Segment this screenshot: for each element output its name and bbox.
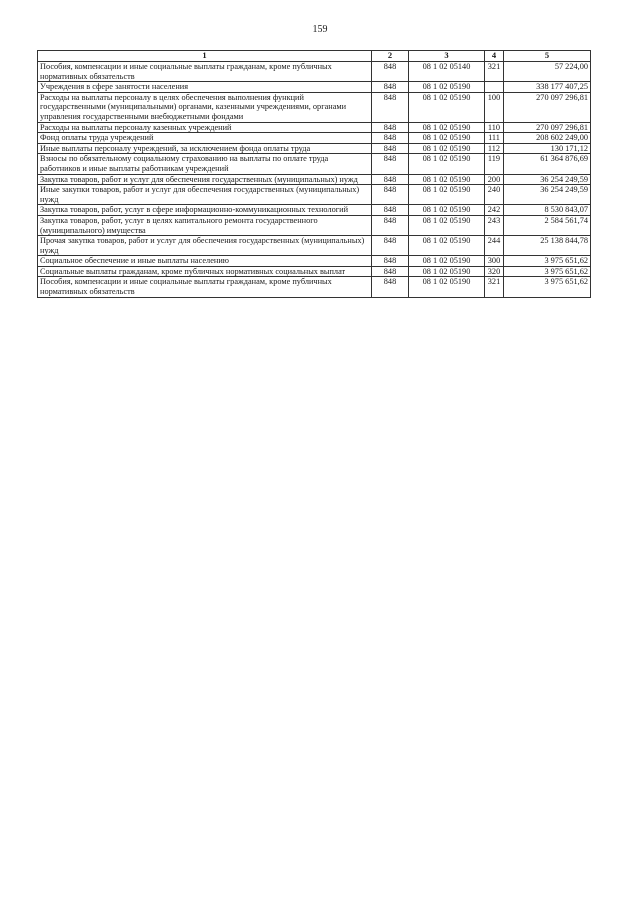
cell-expense-type: 111	[485, 133, 504, 144]
cell-expense-type: 320	[485, 266, 504, 277]
cell-amount: 3 975 651,62	[504, 277, 591, 297]
cell-expense-type: 100	[485, 92, 504, 122]
cell-name: Взносы по обязательному социальному страхованию на выплаты по оплате труда работников и иные выплаты работникам учреждений	[38, 154, 372, 174]
header-col-3: 3	[409, 51, 485, 62]
cell-name: Пособия, компенсации и иные социальные выплаты гражданам, кроме публичных нормативных обязательств	[38, 62, 372, 82]
cell-name: Учреждения в сфере занятости населения	[38, 82, 372, 93]
cell-expense-type	[485, 82, 504, 93]
table-body	[38, 62, 591, 298]
budget-table	[37, 50, 591, 298]
header-col-1: 1	[38, 51, 372, 62]
cell-admin-code: 848	[372, 215, 409, 235]
cell-target-code: 08 1 02 05190	[409, 277, 485, 297]
cell-name: Закупка товаров, работ, услуг в сфере информационно-коммуникационных технологий	[38, 205, 372, 216]
cell-expense-type: 321	[485, 62, 504, 82]
table-row	[38, 256, 591, 267]
cell-amount: 130 171,12	[504, 143, 591, 154]
cell-target-code: 08 1 02 05190	[409, 122, 485, 133]
cell-name: Расходы на выплаты персоналу в целях обеспечения выполнения функций государственными (муниципальными) органами, казенными учреждениями, органами управления государственными внебюджетными фондами	[38, 92, 372, 122]
cell-target-code: 08 1 02 05190	[409, 215, 485, 235]
cell-expense-type: 244	[485, 236, 504, 256]
cell-amount: 3 975 651,62	[504, 266, 591, 277]
cell-target-code: 08 1 02 05190	[409, 185, 485, 205]
cell-name: Закупка товаров, работ и услуг для обеспечения государственных (муниципальных) нужд	[38, 174, 372, 185]
table-row	[38, 215, 591, 235]
cell-expense-type: 110	[485, 122, 504, 133]
cell-name: Социальное обеспечение и иные выплаты населению	[38, 256, 372, 267]
cell-name: Иные выплаты персоналу учреждений, за исключением фонда оплаты труда	[38, 143, 372, 154]
cell-admin-code: 848	[372, 174, 409, 185]
cell-amount: 338 177 407,25	[504, 82, 591, 93]
table-row	[38, 92, 591, 122]
table-row	[38, 62, 591, 82]
cell-target-code: 08 1 02 05190	[409, 82, 485, 93]
cell-expense-type: 242	[485, 205, 504, 216]
cell-expense-type: 243	[485, 215, 504, 235]
cell-amount: 36 254 249,59	[504, 174, 591, 185]
table-row	[38, 266, 591, 277]
cell-amount: 270 097 296,81	[504, 92, 591, 122]
header-col-4: 4	[485, 51, 504, 62]
cell-name: Социальные выплаты гражданам, кроме публичных нормативных социальных выплат	[38, 266, 372, 277]
cell-admin-code: 848	[372, 266, 409, 277]
cell-admin-code: 848	[372, 62, 409, 82]
cell-admin-code: 848	[372, 185, 409, 205]
table-row	[38, 236, 591, 256]
table-row	[38, 122, 591, 133]
cell-admin-code: 848	[372, 143, 409, 154]
cell-admin-code: 848	[372, 82, 409, 93]
header-row	[38, 51, 591, 62]
table-row	[38, 174, 591, 185]
cell-expense-type: 321	[485, 277, 504, 297]
cell-target-code: 08 1 02 05190	[409, 236, 485, 256]
cell-admin-code: 848	[372, 256, 409, 267]
table-row	[38, 277, 591, 297]
table-row	[38, 154, 591, 174]
cell-name: Пособия, компенсации и иные социальные выплаты гражданам, кроме публичных нормативных обязательств	[38, 277, 372, 297]
cell-admin-code: 848	[372, 277, 409, 297]
page-number: 159	[312, 24, 328, 35]
cell-name: Расходы на выплаты персоналу казенных учреждений	[38, 122, 372, 133]
cell-admin-code: 848	[372, 154, 409, 174]
cell-amount: 3 975 651,62	[504, 256, 591, 267]
cell-amount: 61 364 876,69	[504, 154, 591, 174]
cell-target-code: 08 1 02 05140	[409, 62, 485, 82]
table-row	[38, 205, 591, 216]
cell-amount: 208 602 249,00	[504, 133, 591, 144]
cell-amount: 25 138 844,78	[504, 236, 591, 256]
cell-admin-code: 848	[372, 122, 409, 133]
cell-name: Прочая закупка товаров, работ и услуг для обеспечения государственных (муниципальных) нужд	[38, 236, 372, 256]
cell-amount: 2 584 561,74	[504, 215, 591, 235]
cell-expense-type: 240	[485, 185, 504, 205]
cell-amount: 57 224,00	[504, 62, 591, 82]
cell-admin-code: 848	[372, 133, 409, 144]
header-col-5: 5	[504, 51, 591, 62]
header-col-2: 2	[372, 51, 409, 62]
cell-expense-type: 300	[485, 256, 504, 267]
cell-target-code: 08 1 02 05190	[409, 143, 485, 154]
cell-name: Иные закупки товаров, работ и услуг для обеспечения государственных (муниципальных) нужд	[38, 185, 372, 205]
table-row	[38, 185, 591, 205]
cell-name: Фонд оплаты труда учреждений	[38, 133, 372, 144]
cell-amount: 36 254 249,59	[504, 185, 591, 205]
table-row	[38, 133, 591, 144]
cell-admin-code: 848	[372, 92, 409, 122]
cell-target-code: 08 1 02 05190	[409, 92, 485, 122]
cell-expense-type: 200	[485, 174, 504, 185]
cell-target-code: 08 1 02 05190	[409, 133, 485, 144]
cell-name: Закупка товаров, работ, услуг в целях капитального ремонта государственного (муниципального) имущества	[38, 215, 372, 235]
table-header	[38, 51, 591, 62]
cell-amount: 270 097 296,81	[504, 122, 591, 133]
cell-amount: 8 530 843,07	[504, 205, 591, 216]
table-row	[38, 82, 591, 93]
cell-target-code: 08 1 02 05190	[409, 174, 485, 185]
cell-target-code: 08 1 02 05190	[409, 256, 485, 267]
cell-expense-type: 119	[485, 154, 504, 174]
cell-admin-code: 848	[372, 236, 409, 256]
cell-admin-code: 848	[372, 205, 409, 216]
cell-target-code: 08 1 02 05190	[409, 205, 485, 216]
table-row	[38, 143, 591, 154]
cell-expense-type: 112	[485, 143, 504, 154]
cell-target-code: 08 1 02 05190	[409, 266, 485, 277]
cell-target-code: 08 1 02 05190	[409, 154, 485, 174]
